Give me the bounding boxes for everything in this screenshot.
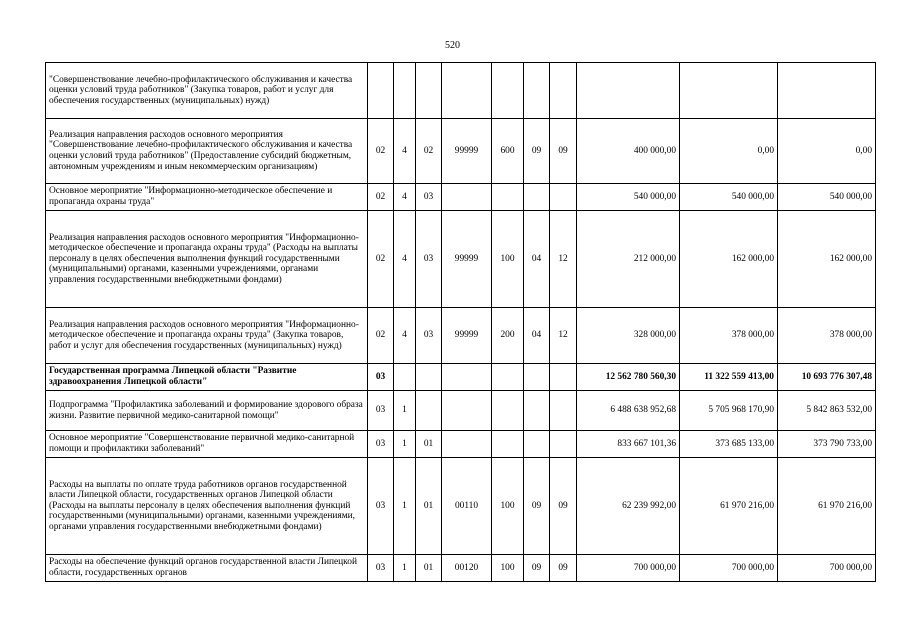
amount-year-3: 378 000,00 (778, 308, 876, 364)
measure-code: 01 (416, 431, 442, 458)
subsection-code: 09 (550, 458, 577, 555)
measure-code (416, 63, 442, 119)
amount-year-2: 378 000,00 (680, 308, 778, 364)
amount-year-3: 10 693 776 307,48 (778, 364, 876, 391)
subsection-code (550, 184, 577, 211)
amount-year-1: 212 000,00 (577, 211, 680, 308)
row-description: "Совершенствование лечебно-профилактического обслуживания и качества оценки условий труда работников" (Закупка товаров, работ и услуг для обеспечения государственных (муниципальных) нужд) (46, 63, 368, 119)
amount-year-2 (680, 63, 778, 119)
subsection-code: 12 (550, 211, 577, 308)
amount-year-2: 0,00 (680, 119, 778, 184)
subsection-code (550, 364, 577, 391)
table-row (46, 458, 876, 555)
section-code: 09 (524, 555, 550, 582)
subsection-code: 12 (550, 308, 577, 364)
amount-year-2: 162 000,00 (680, 211, 778, 308)
table-row (46, 555, 876, 582)
section-code (524, 63, 550, 119)
subprogram-code: 4 (394, 119, 416, 184)
table-row (46, 308, 876, 364)
budget-table (45, 62, 876, 582)
direction-code: 00110 (442, 458, 492, 555)
program-code: 03 (368, 458, 394, 555)
section-code: 04 (524, 308, 550, 364)
subprogram-code (394, 63, 416, 119)
subprogram-code: 1 (394, 431, 416, 458)
expense-type-code (492, 364, 524, 391)
expense-type-code: 600 (492, 119, 524, 184)
direction-code (442, 184, 492, 211)
measure-code: 01 (416, 555, 442, 582)
direction-code (442, 431, 492, 458)
subprogram-code: 4 (394, 184, 416, 211)
expense-type-code (492, 184, 524, 211)
direction-code (442, 63, 492, 119)
amount-year-3: 0,00 (778, 119, 876, 184)
section-code (524, 184, 550, 211)
program-code: 02 (368, 184, 394, 211)
row-description: Расходы на обеспечение функций органов государственной власти Липецкой области, государственных органов (46, 555, 368, 582)
expense-type-code: 100 (492, 555, 524, 582)
program-code: 03 (368, 431, 394, 458)
amount-year-1 (577, 63, 680, 119)
expense-type-code (492, 431, 524, 458)
amount-year-2: 540 000,00 (680, 184, 778, 211)
table-row (46, 119, 876, 184)
amount-year-2: 700 000,00 (680, 555, 778, 582)
amount-year-3: 5 842 863 532,00 (778, 391, 876, 431)
table-row (46, 391, 876, 431)
row-description: Государственная программа Липецкой области "Развитие здравоохранения Липецкой области" (46, 364, 368, 391)
subsection-code (550, 431, 577, 458)
subsection-code (550, 63, 577, 119)
direction-code: 99999 (442, 308, 492, 364)
subprogram-code: 4 (394, 308, 416, 364)
amount-year-2: 11 322 559 413,00 (680, 364, 778, 391)
amount-year-1: 12 562 780 560,30 (577, 364, 680, 391)
section-code: 09 (524, 458, 550, 555)
subprogram-code: 1 (394, 391, 416, 431)
measure-code: 03 (416, 308, 442, 364)
direction-code: 00120 (442, 555, 492, 582)
expense-type-code (492, 391, 524, 431)
subsection-code: 09 (550, 555, 577, 582)
table-row (46, 184, 876, 211)
section-code: 09 (524, 119, 550, 184)
amount-year-2: 5 705 968 170,90 (680, 391, 778, 431)
program-code: 03 (368, 364, 394, 391)
page-number: 520 (445, 40, 460, 51)
table-row (46, 431, 876, 458)
row-description: Подпрограмма "Профилактика заболеваний и формирование здорового образа жизни. Развитие первичной медико-санитарной помощи" (46, 391, 368, 431)
row-description: Реализация направления расходов основного мероприятия "Совершенствование лечебно-профилактического обслуживания и качества оценки условий труда работников" (Предоставление субсидий бюджетным, автономным учреждениям и иным некоммерческим организациям) (46, 119, 368, 184)
row-description: Реализация направления расходов основного мероприятия "Информационно-методическое обеспечение и пропаганда охраны труда" (Расходы на выплаты персоналу в целях обеспечения выполнения функций государственными (муниципальными) органами, казенными учреждениями, органами управления государственными внебюджетными фондами) (46, 211, 368, 308)
subprogram-code (394, 364, 416, 391)
amount-year-1: 62 239 992,00 (577, 458, 680, 555)
row-description: Основное мероприятие "Совершенствование первичной медико-санитарной помощи и профилактики заболеваний" (46, 431, 368, 458)
measure-code: 03 (416, 184, 442, 211)
subprogram-code: 1 (394, 555, 416, 582)
expense-type-code (492, 63, 524, 119)
amount-year-1: 328 000,00 (577, 308, 680, 364)
expense-type-code: 200 (492, 308, 524, 364)
expense-type-code: 100 (492, 211, 524, 308)
amount-year-3: 373 790 733,00 (778, 431, 876, 458)
row-description: Реализация направления расходов основного мероприятия "Информационно-методическое обеспечение и пропаганда охраны труда" (Закупка товаров, работ и услуг для обеспечения государственных (муниципальных) нужд) (46, 308, 368, 364)
section-code (524, 431, 550, 458)
amount-year-3 (778, 63, 876, 119)
table-row (46, 364, 876, 391)
program-code: 02 (368, 119, 394, 184)
amount-year-1: 6 488 638 952,68 (577, 391, 680, 431)
amount-year-1: 700 000,00 (577, 555, 680, 582)
subprogram-code: 1 (394, 458, 416, 555)
direction-code (442, 391, 492, 431)
subprogram-code: 4 (394, 211, 416, 308)
direction-code: 99999 (442, 211, 492, 308)
program-code: 03 (368, 555, 394, 582)
amount-year-1: 833 667 101,36 (577, 431, 680, 458)
program-code: 02 (368, 211, 394, 308)
table-row (46, 211, 876, 308)
amount-year-1: 400 000,00 (577, 119, 680, 184)
measure-code: 01 (416, 458, 442, 555)
program-code: 03 (368, 391, 394, 431)
measure-code (416, 391, 442, 431)
program-code: 02 (368, 308, 394, 364)
amount-year-3: 700 000,00 (778, 555, 876, 582)
section-code: 04 (524, 211, 550, 308)
table-row (46, 63, 876, 119)
amount-year-3: 540 000,00 (778, 184, 876, 211)
amount-year-3: 61 970 216,00 (778, 458, 876, 555)
amount-year-2: 61 970 216,00 (680, 458, 778, 555)
measure-code: 03 (416, 211, 442, 308)
subsection-code (550, 391, 577, 431)
amount-year-3: 162 000,00 (778, 211, 876, 308)
program-code (368, 63, 394, 119)
section-code (524, 364, 550, 391)
section-code (524, 391, 550, 431)
row-description: Основное мероприятие "Информационно-методическое обеспечение и пропаганда охраны труда" (46, 184, 368, 211)
expense-type-code: 100 (492, 458, 524, 555)
measure-code (416, 364, 442, 391)
row-description: Расходы на выплаты по оплате труда работников органов государственной власти Липецкой области, государственных органов Липецкой области (Расходы на выплаты персоналу в целях обеспечения выполнения функций государственными (муниципальными) органами, казенными учреждениями, органами управления государственными внебюджетными фондами) (46, 458, 368, 555)
direction-code (442, 364, 492, 391)
amount-year-2: 373 685 133,00 (680, 431, 778, 458)
amount-year-1: 540 000,00 (577, 184, 680, 211)
measure-code: 02 (416, 119, 442, 184)
subsection-code: 09 (550, 119, 577, 184)
direction-code: 99999 (442, 119, 492, 184)
